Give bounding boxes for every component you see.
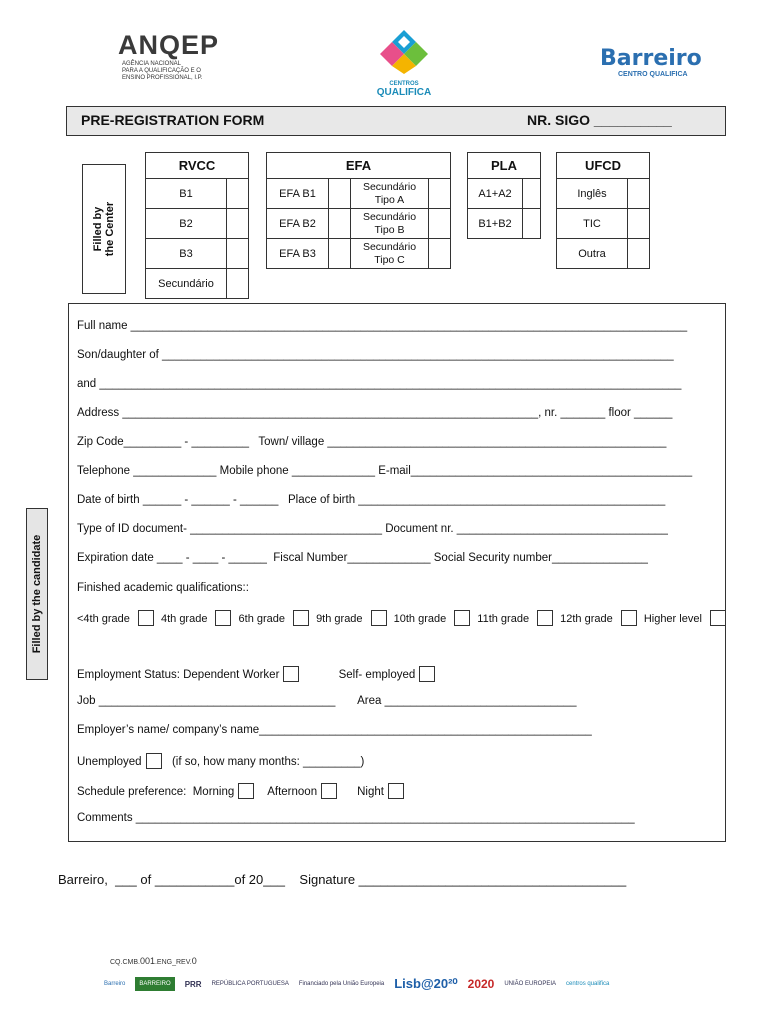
months-field[interactable]: (if so, how many months: _________) bbox=[171, 756, 365, 768]
cq-logo-small: CENTROS bbox=[389, 81, 419, 87]
sigo-field[interactable]: NR. SIGO __________ bbox=[527, 112, 672, 128]
ufcd-outra-checkbox[interactable] bbox=[628, 239, 650, 269]
grade-11-label: 11th grade bbox=[477, 613, 530, 625]
rvcc-b1: B1 bbox=[146, 179, 227, 209]
unemployed-row bbox=[77, 753, 364, 769]
expiration-field[interactable]: Expiration date ____ - ____ - ______ Fiscal Number_____________ Social Security number_______________ bbox=[77, 552, 648, 564]
footer-cq-logo: centros qualifica bbox=[566, 981, 610, 987]
ufcd-tic: TIC bbox=[557, 209, 628, 239]
address-field[interactable]: Address _________________________________________________________________, nr. _______ floor ______ bbox=[77, 407, 673, 419]
schedule-row bbox=[77, 783, 408, 799]
grade-9-checkbox[interactable] bbox=[371, 610, 387, 626]
footer-lisboa2020-logo: Lisb@20²⁰ bbox=[394, 976, 458, 991]
pla-a1a2: A1+A2 bbox=[468, 179, 523, 209]
grade-12-checkbox[interactable] bbox=[621, 610, 637, 626]
anqep-logo-sub3: ENSINO PROFISSIONAL, I.P. bbox=[122, 75, 203, 81]
efa-b3-checkbox[interactable] bbox=[329, 239, 351, 269]
full-name-field[interactable]: Full name _______________________________________________________________________________________ bbox=[77, 320, 688, 332]
anqep-logo bbox=[118, 30, 219, 82]
footer-prr-logo: PRR bbox=[184, 979, 202, 989]
rvcc-b3: B3 bbox=[146, 239, 227, 269]
rvcc-b3-checkbox[interactable] bbox=[227, 239, 249, 269]
zip-town-field[interactable]: Zip Code_________ - _________ Town/ village _____________________________________________________ bbox=[77, 436, 667, 448]
id-document-field[interactable]: Type of ID document- ______________________________ Document nr. _________________________________ bbox=[77, 523, 668, 535]
efa-b3: EFA B3 bbox=[267, 239, 329, 269]
son-of-field[interactable]: Son/daughter of ________________________________________________________________________________ bbox=[77, 349, 674, 361]
grade-12-label: 12th grade bbox=[560, 613, 613, 625]
footer-republica-logo: REPÚBLICA PORTUGUESA bbox=[211, 981, 289, 987]
rvcc-secundario-checkbox[interactable] bbox=[227, 269, 249, 299]
barreiro-logo-sub: CENTRO QUALIFICA bbox=[618, 71, 688, 78]
grade-6-label: 6th grade bbox=[238, 613, 285, 625]
rvcc-table bbox=[145, 152, 249, 299]
efa-sec-b-checkbox[interactable] bbox=[429, 209, 451, 239]
barreiro-logo-text: Barreiro bbox=[600, 46, 702, 71]
anqep-logo-sub2: PARA A QUALIFICAÇÃO E O bbox=[122, 68, 201, 74]
pla-b1b2-checkbox[interactable] bbox=[523, 209, 541, 239]
afternoon-checkbox[interactable] bbox=[321, 783, 337, 799]
grade-9-label: 9th grade bbox=[316, 613, 363, 625]
footer-barreiro-badge: BARREIRO bbox=[135, 977, 174, 991]
efa-title: EFA bbox=[267, 153, 451, 179]
grade-4-checkbox[interactable] bbox=[215, 610, 231, 626]
pla-a1a2-checkbox[interactable] bbox=[523, 179, 541, 209]
footer-logos bbox=[104, 970, 664, 998]
date-of-birth-field[interactable]: Date of birth ______ - ______ - ______ Place of birth ________________________________________________ bbox=[77, 494, 666, 506]
employer-field[interactable]: Employer’s name/ company’s name____________________________________________________ bbox=[77, 724, 592, 736]
comments-field[interactable]: Comments ______________________________________________________________________________ bbox=[77, 812, 635, 824]
efa-sec-b: Secundário Tipo B bbox=[351, 209, 429, 239]
and-field[interactable]: and ___________________________________________________________________________________________ bbox=[77, 378, 682, 390]
ufcd-ingles: Inglês bbox=[557, 179, 628, 209]
telephone-field[interactable]: Telephone _____________ Mobile phone _____________ E-mail____________________________________________ bbox=[77, 465, 693, 477]
grade-10-checkbox[interactable] bbox=[454, 610, 470, 626]
efa-b1-checkbox[interactable] bbox=[329, 179, 351, 209]
footer-eu-logo: UNIÃO EUROPEIA bbox=[504, 981, 557, 987]
document-code: CQ.CMB.001.ENG_REV.0 bbox=[110, 956, 197, 966]
grade-lt4-checkbox[interactable] bbox=[138, 610, 154, 626]
anqep-logo-text: ANQEP bbox=[118, 30, 220, 60]
efa-sec-a-checkbox[interactable] bbox=[429, 179, 451, 209]
efa-b2-checkbox[interactable] bbox=[329, 209, 351, 239]
grade-6-checkbox[interactable] bbox=[293, 610, 309, 626]
ufcd-ingles-checkbox[interactable] bbox=[628, 179, 650, 209]
unemployed-label: Unemployed bbox=[77, 756, 142, 768]
dependent-worker-checkbox[interactable] bbox=[283, 666, 299, 682]
dependent-worker-label: Employment Status: Dependent Worker bbox=[77, 669, 280, 681]
higher-level-label: Higher level bbox=[643, 613, 702, 625]
morning-label: Schedule preference: Morning bbox=[77, 786, 235, 798]
self-employed-label: Self- employed bbox=[338, 669, 416, 681]
rvcc-title: RVCC bbox=[146, 153, 249, 179]
filled-by-center-label bbox=[82, 164, 126, 294]
rvcc-b1-checkbox[interactable] bbox=[227, 179, 249, 209]
grades-row bbox=[77, 610, 730, 626]
candidate-form bbox=[68, 303, 726, 842]
afternoon-label: Afternoon bbox=[267, 786, 318, 798]
employment-row bbox=[77, 666, 439, 682]
rvcc-b2: B2 bbox=[146, 209, 227, 239]
self-employed-checkbox[interactable] bbox=[419, 666, 435, 682]
qualifica-star-icon bbox=[372, 28, 436, 76]
barreiro-logo bbox=[600, 46, 702, 78]
pla-title: PLA bbox=[468, 153, 541, 179]
footer-eu-funded-logo: Financiado pela União Europeia bbox=[298, 981, 385, 987]
ufcd-tic-checkbox[interactable] bbox=[628, 209, 650, 239]
pla-table bbox=[467, 152, 541, 239]
pla-b1b2: B1+B2 bbox=[468, 209, 523, 239]
efa-sec-c-checkbox[interactable] bbox=[429, 239, 451, 269]
centros-qualifica-logo bbox=[372, 28, 436, 98]
signature-line[interactable]: Barreiro, ___ of ___________of 20___ Signature _____________________________________ bbox=[58, 872, 627, 887]
footer-portugal2020-logo: 2020 bbox=[467, 977, 495, 991]
grade-lt4-label: <4th grade bbox=[77, 613, 130, 625]
ufcd-outra: Outra bbox=[557, 239, 628, 269]
efa-table bbox=[266, 152, 451, 269]
night-label: Night bbox=[357, 786, 384, 798]
anqep-logo-sub1: AGÊNCIA NACIONAL bbox=[122, 61, 182, 67]
footer-barreiro-logo: Barreiro bbox=[104, 981, 126, 987]
side-center-line1: Filled by bbox=[92, 206, 104, 252]
grade-10-label: 10th grade bbox=[393, 613, 447, 625]
cq-logo-big: QUALIFICA bbox=[376, 87, 432, 98]
ufcd-title: UFCD bbox=[557, 153, 650, 179]
form-title-bar bbox=[66, 106, 726, 136]
grade-11-checkbox[interactable] bbox=[537, 610, 553, 626]
higher-level-checkbox[interactable] bbox=[710, 610, 726, 626]
efa-b1: EFA B1 bbox=[267, 179, 329, 209]
efa-b2: EFA B2 bbox=[267, 209, 329, 239]
academic-label: Finished academic qualifications:: bbox=[77, 582, 249, 594]
job-area-field[interactable]: Job _____________________________________ Area ______________________________ bbox=[77, 695, 577, 707]
grade-4-label: 4th grade bbox=[160, 613, 208, 625]
night-checkbox[interactable] bbox=[388, 783, 404, 799]
morning-checkbox[interactable] bbox=[238, 783, 254, 799]
side-center-line2: the Center bbox=[104, 201, 116, 257]
efa-sec-c: Secundário Tipo C bbox=[351, 239, 429, 269]
unemployed-checkbox[interactable] bbox=[146, 753, 162, 769]
rvcc-secundario: Secundário bbox=[146, 269, 227, 299]
rvcc-b2-checkbox[interactable] bbox=[227, 209, 249, 239]
efa-sec-a: Secundário Tipo A bbox=[351, 179, 429, 209]
ufcd-table bbox=[556, 152, 650, 269]
filled-by-candidate-label bbox=[26, 508, 48, 680]
form-title: PRE-REGISTRATION FORM bbox=[81, 112, 265, 128]
side-candidate-text: Filled by the candidate bbox=[31, 534, 43, 654]
